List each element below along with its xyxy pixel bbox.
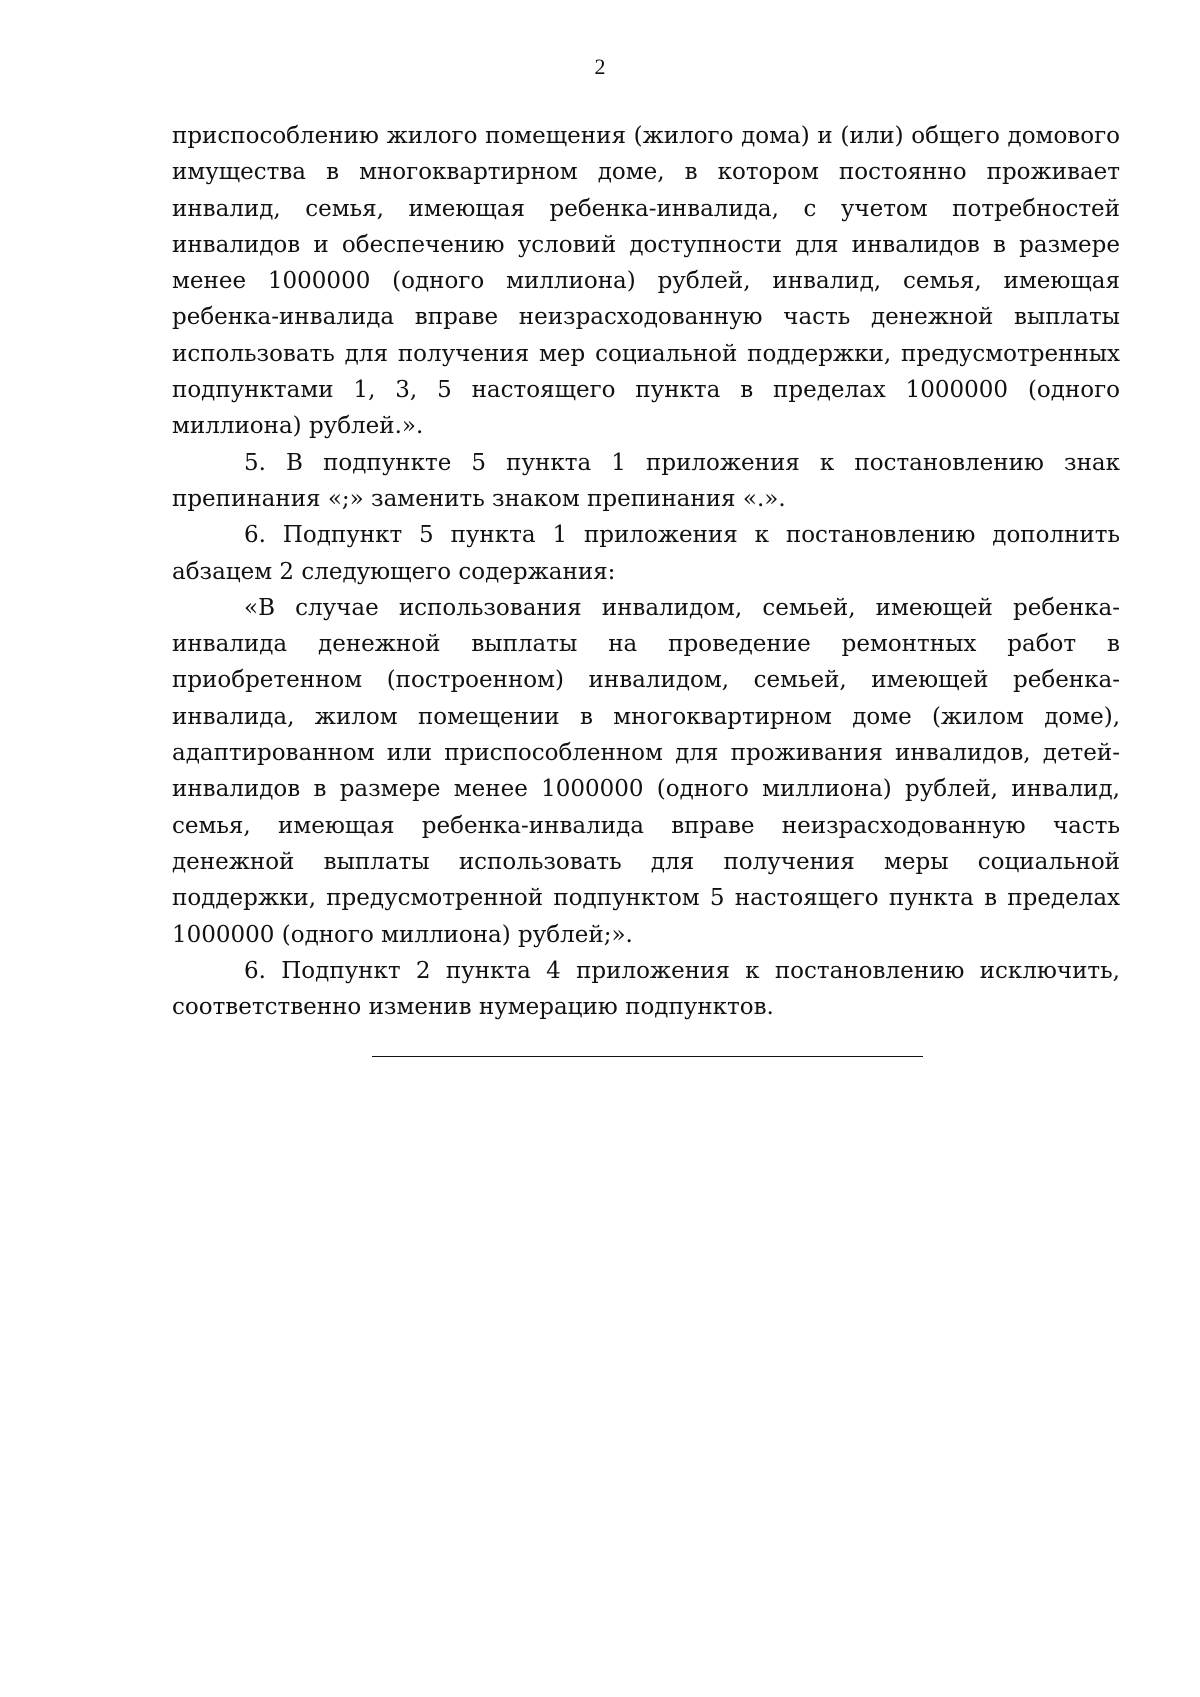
document-body xyxy=(172,118,1120,1025)
paragraph-item-5: 5. В подпункте 5 пункта 1 приложения к постановлению знак препинания «;» заменить знаком препинания «.». xyxy=(172,449,1120,512)
paragraph-continuation: приспособлению жилого помещения (жилого дома) и (или) общего домового имущества в многоквартирном доме, в котором постоянно проживает инвалид, семья, имеющая ребенка-инвалида, с учетом потребностей инвалидов и обеспечению условий доступности для инвалидов в размере менее 1000000 (одного миллиона) рублей, инвалид, семья, имеющая ребенка-инвалида вправе неизрасходованную часть денежной выплаты использовать для получения мер социальной поддержки, предусмотренных подпунктами 1, 3, 5 настоящего пункта в пределах 1000000 (одного миллиона) рублей.». xyxy=(172,123,1120,440)
paragraph-quoted-text: «В случае использования инвалидом, семьей, имеющей ребенка-инвалида денежной выплаты на проведение ремонтных работ в приобретенном (построенном) инвалидом, семьей, имеющей ребенка-инвалида, жилом помещении в многоквартирном доме (жилом доме), адаптированном или приспособленном для проживания инвалидов, детей-инвалидов в размере менее 1000000 (одного миллиона) рублей, инвалид, семья, имеющая ребенка-инвалида вправе неизрасходованную часть денежной выплаты использовать для получения меры социальной поддержки, предусмотренной подпунктом 5 настоящего пункта в пределах 1000000 (одного миллиона) рублей;». xyxy=(172,594,1120,948)
paragraph-item-6-exclude: 6. Подпункт 2 пункта 4 приложения к постановлению исключить, соответственно изменив нумерацию подпунктов. xyxy=(172,957,1120,1021)
page-number: 2 xyxy=(594,54,606,79)
end-of-document-line xyxy=(372,1056,923,1057)
paragraph-item-6-supplement: 6. Подпункт 5 пункта 1 приложения к постановлению дополнить абзацем 2 следующего содержания: xyxy=(172,522,1120,585)
